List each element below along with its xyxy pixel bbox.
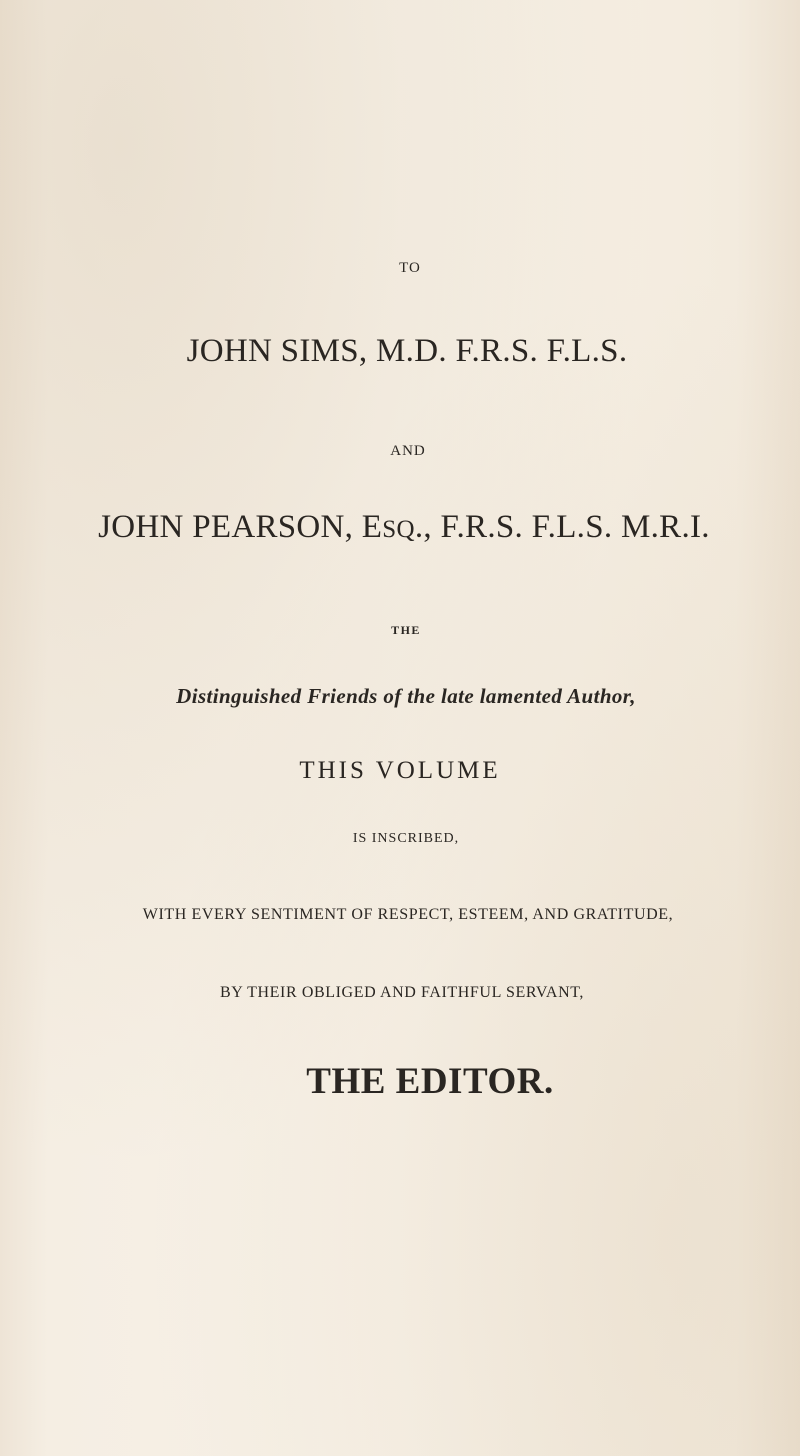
recipient2-rest: ., F.R.S. F.L.S. M.R.I. [414,509,710,545]
dedication-and: AND [390,443,426,459]
this-volume: THIS VOLUME [299,757,501,784]
editor-signature: THE EDITOR. [306,1061,554,1102]
recipient-john-pearson [4,511,800,544]
recipient2-esq: SQ [382,516,415,543]
is-inscribed: IS INSCRIBED, [352,831,460,846]
sentiment-line: WITH EVERY SENTIMENT OF RESPECT, ESTEEM, AND GRATITUDE, [142,906,674,923]
recipient2-name: JOHN PEARSON, E [98,509,383,545]
dedication-the: THE [391,623,421,637]
dedication-to: TO [399,260,421,276]
recipient-john-sims: JOHN SIMS, M.D. F.R.S. F.L.S. [186,333,628,369]
servant-line: BY THEIR OBLIGED AND FAITHFUL SERVANT, [219,984,585,1001]
distinguished-friends-line: Distinguished Friends of the late lamented Author, [176,684,636,708]
